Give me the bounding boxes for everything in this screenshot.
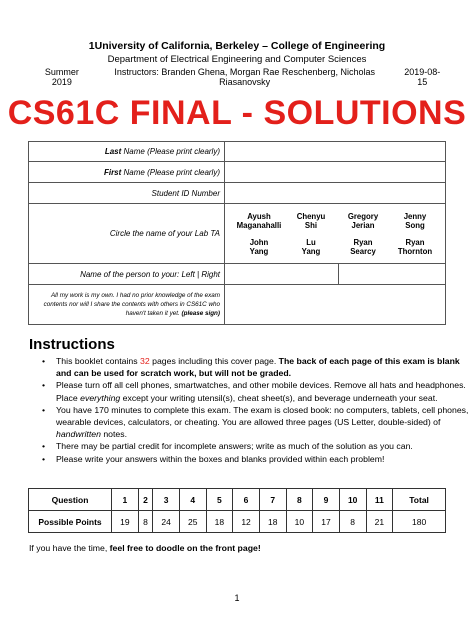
- question-number: 5: [206, 489, 233, 511]
- total-points-value: 180: [393, 511, 446, 533]
- question-number: 10: [339, 489, 366, 511]
- points-value: 25: [179, 511, 206, 533]
- points-value: 8: [339, 511, 366, 533]
- list-item: • This booklet contains 32 pages including this cover page. The back of each page of this exam is blank and can be used for scratch work, but will not be graded.: [56, 355, 474, 379]
- ta-option[interactable]: Ayush Maganahalli: [236, 211, 282, 230]
- points-value: 10: [286, 511, 313, 533]
- ta-option[interactable]: Ryan Searcy: [350, 237, 376, 256]
- question-number: 8: [286, 489, 313, 511]
- exam-date: 2019-08-15: [404, 67, 441, 87]
- honor-code-label: All my work is my own. I had no prior knowledge of the exam contents nor will I share the contents with others in CS61C who haven't taken it yet. (please sign): [29, 285, 225, 325]
- instructions-heading: Instructions: [29, 336, 115, 353]
- points-value: 17: [313, 511, 340, 533]
- total-header: Total: [393, 489, 446, 511]
- exam-term: Summer 2019: [44, 67, 79, 87]
- lab-ta-options: [225, 204, 446, 264]
- points-row-label: Possible Points: [29, 511, 112, 533]
- ta-option[interactable]: Lu Yang: [301, 237, 321, 256]
- left-neighbor-field[interactable]: [225, 264, 339, 285]
- ta-option[interactable]: Jenny Song: [403, 211, 427, 230]
- ta-option[interactable]: Ryan Thornton: [397, 237, 433, 256]
- ta-option[interactable]: John Yang: [249, 237, 269, 256]
- list-item: • You have 170 minutes to complete this exam. The exam is closed book: no computers, tablets, cell phones, wearable devices, calculators, or cheating. You are allowed three pages (US Letter, double-sided) of handwritten notes.: [56, 404, 474, 441]
- ta-option[interactable]: Chenyu Shi: [296, 211, 326, 230]
- signature-field[interactable]: [225, 285, 446, 325]
- student-info-table: [28, 141, 446, 325]
- question-number: 1: [112, 489, 139, 511]
- points-table: [28, 488, 446, 533]
- question-number: 3: [153, 489, 180, 511]
- first-name-field[interactable]: [225, 162, 446, 183]
- points-value: 24: [153, 511, 180, 533]
- university-line: 1University of California, Berkeley – College of Engineering: [88, 40, 386, 52]
- question-number: 6: [233, 489, 260, 511]
- points-value: 12: [233, 511, 260, 533]
- exam-meta-line: [0, 67, 474, 87]
- neighbor-label: Name of the person to your: Left | Right: [29, 264, 225, 285]
- list-item: • Please turn off all cell phones, smartwatches, and other mobile devices. Remove all hats and headphones. Place everything except your writing utensil(s), cheat sheet(s), and beverage underneath your seat.: [56, 379, 474, 403]
- list-item: • Please write your answers within the boxes and blanks provided within each problem!: [56, 453, 474, 465]
- instructions-list: [29, 355, 474, 465]
- question-number: 7: [259, 489, 286, 511]
- first-name-label: First Name (Please print clearly): [29, 162, 225, 183]
- exam-instructors: Instructors: Branden Ghena, Morgan Rae Reschenberg, Nicholas Riasanovsky: [114, 67, 375, 87]
- points-value: 8: [138, 511, 153, 533]
- student-id-field[interactable]: [225, 183, 446, 204]
- page-number: 1: [234, 593, 240, 603]
- doodle-note: If you have the time, feel free to doodle on the front page!: [29, 543, 261, 553]
- question-number: 4: [179, 489, 206, 511]
- student-id-label: Student ID Number: [29, 183, 225, 204]
- question-number: 9: [313, 489, 340, 511]
- list-item: • There may be partial credit for incomplete answers; write as much of the solution as you can.: [56, 440, 474, 452]
- question-header: Question: [29, 489, 112, 511]
- ta-option[interactable]: Gregory Jerian: [347, 211, 379, 230]
- last-name-label: Last Name (Please print clearly): [29, 142, 225, 162]
- points-value: 19: [112, 511, 139, 533]
- exam-title: CS61C FINAL - SOLUTIONS: [7, 94, 467, 132]
- last-name-field[interactable]: [225, 142, 446, 162]
- right-neighbor-field[interactable]: [339, 264, 446, 285]
- question-number: 11: [366, 489, 393, 511]
- points-value: 18: [206, 511, 233, 533]
- points-value: 21: [366, 511, 393, 533]
- question-number: 2: [138, 489, 153, 511]
- department-line: Department of Electrical Engineering and Computer Sciences: [107, 54, 367, 65]
- points-value: 18: [259, 511, 286, 533]
- lab-ta-label: Circle the name of your Lab TA: [29, 204, 225, 264]
